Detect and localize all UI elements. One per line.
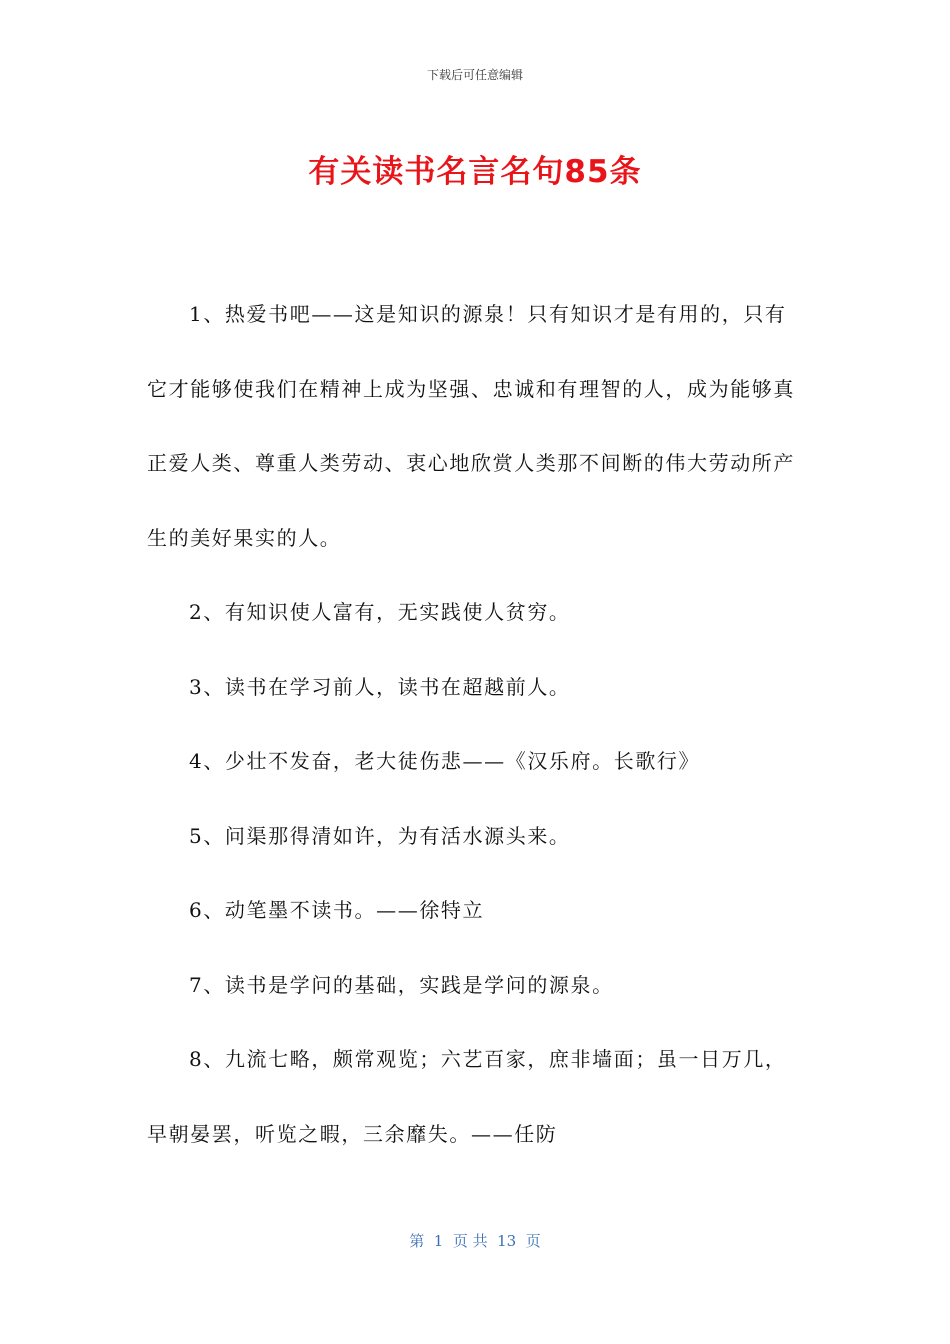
page-footer: 第 1 页 共 13 页 [409, 1232, 541, 1250]
quote-paragraph: 2、有知识使人富有，无实践使人贫穷。 [189, 600, 571, 624]
quote-paragraph: 1、热爱书吧——这是知识的源泉！只有知识才是有用的，只有它才能够使我们在精神上成为坚强、忠诚和有理智的人，成为能够真正爱人类、尊重人类劳动、衷心地欣赏人类那不间断的伟大劳动所产生的美好果实的人。 [147, 302, 795, 550]
quote-paragraph: 7、读书是学问的基础，实践是学问的源泉。 [189, 972, 614, 997]
quote-paragraph: 4、少壮不发奋，老大徒伤悲——《汉乐府。长歌行》 [189, 749, 701, 773]
quote-paragraph: 5、问渠那得清如许，为有活水源头来。 [189, 823, 571, 848]
quote-paragraph: 8、九流七略，颇常观览；六艺百家，庶非墙面；虽一日万几，早朝晏罢，听览之暇，三余靡失。——任防 [147, 1047, 787, 1146]
quote-paragraph: 6、动笔墨不读书。——徐特立 [189, 898, 485, 922]
document-body [147, 277, 807, 1171]
document-title: 有关读书名言名句85条 [308, 154, 642, 190]
header-note: 下载后可任意编辑 [426, 68, 523, 82]
quote-paragraph: 3、读书在学习前人，读书在超越前人。 [189, 674, 571, 699]
